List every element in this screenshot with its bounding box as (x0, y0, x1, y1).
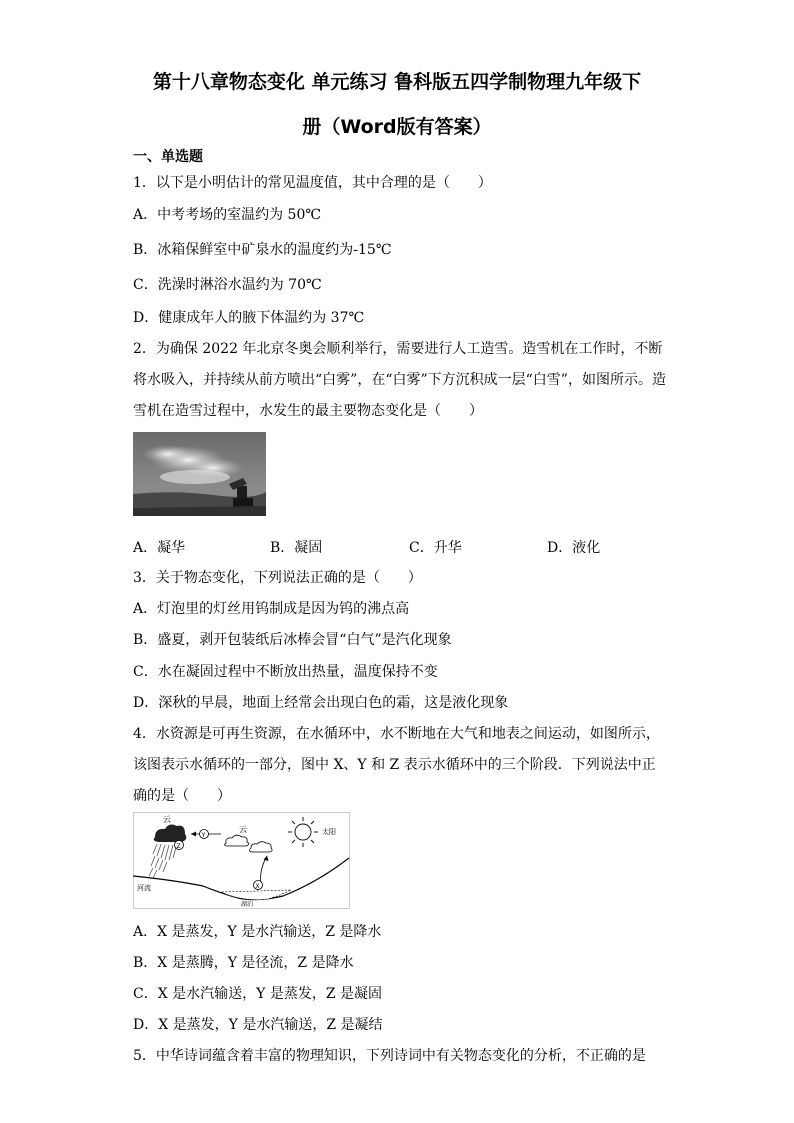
water-cycle-diagram (133, 812, 350, 909)
question-4-option-a: A．X 是蒸发，Y 是水汽输送，Z 是降水 (133, 924, 382, 940)
question-1-option-c: C．洗澡时淋浴水温约为 70℃ (133, 277, 322, 293)
question-3-option-b: B．盛夏，剥开包装纸后冰棒会冒“白气”是汽化现象 (133, 632, 452, 648)
question-4-stem-line-2: 该图表示水循环的一部分，图中 X、Y 和 Z 表示水循环中的三个阶段．下列说法中正 (133, 757, 656, 773)
snow-machine-photo (133, 432, 266, 516)
question-4-option-b: B．X 是蒸腾，Y 是径流，Z 是降水 (133, 955, 354, 971)
river-label: 河流 (137, 884, 151, 892)
document-title-line-2: 册（Word版有答案） (302, 116, 492, 138)
question-4-stem-line-1: 4．水资源是可再生资源，在水循环中，水不断地在大气和地表之间运动，如图所示， (133, 726, 660, 742)
question-3-option-c: C．水在凝固过程中不断放出热量，温度保持不变 (133, 664, 438, 680)
question-2-option-b: B．凝固 (270, 540, 323, 556)
question-4-option-d: D．X 是蒸发，Y 是水汽输送，Z 是凝结 (133, 1017, 383, 1033)
question-3-option-d: D．深秋的早晨，地面上经常会出现白色的霜，这是液化现象 (133, 695, 509, 711)
question-5-stem: 5．中华诗词蕴含着丰富的物理知识，下列诗词中有关物态变化的分析，不正确的是 (133, 1048, 646, 1064)
cloud-label-1: 云 (163, 815, 171, 824)
section-heading: 一、单选题 (133, 149, 203, 165)
question-1-option-a: A．中考考场的室温约为 50℃ (133, 207, 322, 223)
question-3-stem: 3．关于物态变化，下列说法正确的是（ ） (133, 570, 422, 586)
x-label: X (255, 883, 260, 890)
question-4-option-c: C．X 是水汽输送，Y 是蒸发，Z 是凝固 (133, 986, 382, 1002)
question-2-stem-line-1: 2．为确保 2022 年北京冬奥会顺利举行，需要进行人工造雪。造雪机在工作时，不断 (133, 341, 663, 357)
question-2-option-c: C．升华 (409, 540, 462, 556)
question-2-stem-line-2: 将水吸入，并持续从前方喷出“白雾”，在“白雾”下方沉积成一层“白雪”，如图所示。造 (133, 372, 666, 388)
document-title-line-1: 第十八章物态变化 单元练习 鲁科版五四学制物理九年级下 (152, 71, 642, 93)
question-1-option-b: B．冰箱保鲜室中矿泉水的温度约为-15℃ (133, 242, 392, 258)
lake-label: 湖泊 (241, 901, 254, 908)
question-1-option-d: D．健康成年人的腋下体温约为 37℃ (133, 310, 365, 326)
question-1-stem: 1．以下是小明估计的常见温度值，其中合理的是（ ） (133, 175, 492, 191)
question-2-option-a: A．凝华 (133, 540, 186, 556)
question-3-option-a: A．灯泡里的灯丝用钨制成是因为钨的沸点高 (133, 601, 410, 617)
z-label: Z (176, 843, 181, 850)
y-label: Y (201, 832, 206, 839)
question-2-stem-line-3: 雪机在造雪过程中，水发生的最主要物态变化是（ ） (133, 403, 483, 419)
sun-label: 太阳 (322, 828, 336, 836)
question-4-stem-line-3: 确的是（ ） (133, 788, 231, 804)
cloud-label-2: 云 (239, 825, 247, 834)
question-2-option-d: D．液化 (547, 540, 601, 556)
